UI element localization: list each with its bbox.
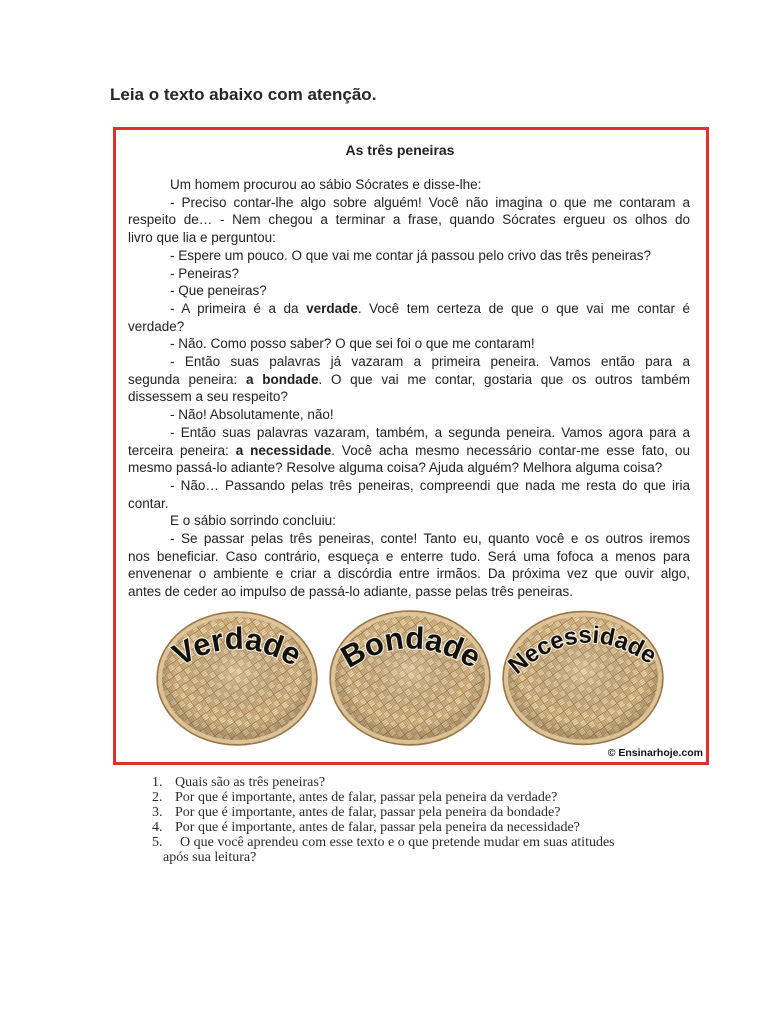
question-item [152,835,652,865]
sieve-label-bondade: Bondade [334,620,488,675]
story-text: - Não… Passando pelas três peneiras, compreendi que nada me resta do que iria [170,477,690,493]
story-paragraph [128,300,690,335]
story-text: mesmo passá-lo adiante? Resolve alguma coisa? Ajuda alguém? Melhora alguma coisa? [128,460,663,476]
story-line [128,229,690,247]
story-line [128,371,690,389]
story-paragraph [128,530,690,601]
question-item [152,805,652,820]
question-text: Por que é importante, antes de falar, passar pela peneira da bondade? [175,804,561,820]
story-paragraph [128,512,690,530]
story-text: . Você acha mesmo necessário contar-me esse fato, ou [331,442,691,458]
story-text: - Espere um pouco. O que vai me contar já passou pelo crivo das três peneiras? [170,247,652,263]
story-paragraph [128,194,690,247]
story-title: As três peneiras [345,142,455,158]
story-body [128,176,690,601]
story-line [128,583,690,601]
story-text: livro que lia e perguntou: [128,230,276,246]
story-paragraph [128,247,690,265]
story-paragraph [128,406,690,424]
story-text: contar. [128,495,169,511]
story-text: - Então suas palavras já vazaram a primeira peneira. Vamos então para a [170,354,690,370]
story-text: dissessem a seu respeito? [128,389,288,405]
story-paragraph [128,424,690,477]
story-text: - Peneiras? [170,265,240,281]
story-text: nos beneficiar. Caso contrário, esqueça e enterre tudo. Será uma fofoca a menos para [128,548,690,564]
story-line [128,459,690,477]
story-text: - A primeira é a da [170,300,307,316]
story-text: antes de ceder ao impulso de passá-lo adiante, passe pelas três peneiras. [128,584,574,600]
emphasis-keyword: a necessidade [235,442,332,458]
question-text: Quais são as três peneiras? [175,774,326,790]
story-text: . O que vai me contar, gostaria que os outros também [318,371,690,387]
story-line [128,530,690,548]
story-text: - Preciso contar-lhe algo sobre alguém! Você não imagina o que me contaram a [170,194,690,210]
story-line [128,335,690,353]
question-number: 2. [152,789,163,805]
story-line [128,477,690,495]
question-number: 3. [152,804,163,820]
story-paragraph [128,176,690,194]
story-text: envenenar o ambiente e criar a discórdia entre irmãos. Da próxima vez que ouvir algo, [128,566,690,582]
story-line [128,318,690,336]
sieve-necessidade [503,612,663,745]
story-line [128,406,690,424]
story-text: verdade? [128,318,185,334]
question-number: 5. [152,834,163,850]
story-frame [113,127,709,765]
story-paragraph [128,353,690,406]
story-text: - Que peneiras? [170,283,267,299]
question-item [152,775,652,790]
story-line [128,247,690,265]
question-item [152,790,652,805]
story-paragraph [128,265,690,283]
story-text: - Não. Como posso saber? O que sei foi o que me contaram! [170,336,535,352]
sieve-bondade [330,611,490,745]
story-text: . Você tem certeza de que o que vai me contar é [357,300,691,316]
question-list [152,775,652,865]
story-line [128,211,690,229]
story-line [128,265,690,283]
story-line [128,300,690,318]
story-line [128,353,690,371]
question-item [152,820,652,835]
story-line [128,388,690,406]
story-text: - Não! Absolutamente, não! [170,407,334,423]
story-line [128,495,690,513]
story-text: - Se passar pelas três peneiras, conte! Tanto eu, quanto você e os outros iremos [170,531,690,547]
story-text: terceira peneira: [128,442,236,458]
story-line [128,442,690,460]
story-text: segunda peneira: [128,371,247,387]
question-text: Por que é importante, antes de falar, passar pela peneira da verdade? [175,789,558,805]
question-number: 4. [152,819,163,835]
question-number: 1. [152,774,163,790]
copyright-credit: © Ensinarhoje.com [607,747,703,759]
sieves-illustration [150,600,670,755]
story-paragraph [128,477,690,512]
story-text: - Então suas palavras vazaram, também, a segunda peneira. Vamos agora para a [170,424,690,440]
story-line [128,512,690,530]
story-paragraph [128,282,690,300]
emphasis-keyword: a bondade [246,371,319,387]
instruction-heading: Leia o texto abaixo com atenção. [110,85,377,104]
sieve-label-necessidade: Necessidade [503,621,662,680]
story-line [128,548,690,566]
question-text: Por que é importante, antes de falar, passar pela peneira da necessidade? [175,819,580,835]
emphasis-keyword: verdade [306,300,358,316]
question-text: O que você aprendeu com esse texto e o que pretende mudar em suas atitudes após sua leitura? [163,834,615,865]
story-text: E o sábio sorrindo concluiu: [170,513,336,529]
story-line [128,176,690,194]
story-line [128,565,690,583]
story-line [128,194,690,212]
story-line [128,282,690,300]
story-text: Um homem procurou ao sábio Sócrates e disse-lhe: [170,177,482,192]
story-line [128,424,690,442]
sieve-label-verdade: Verdade [166,620,308,673]
sieve-verdade [157,612,317,745]
story-text: respeito de… - Nem chegou a terminar a frase, quando Sócrates ergueu os olhos do [128,212,690,228]
story-paragraph [128,335,690,353]
